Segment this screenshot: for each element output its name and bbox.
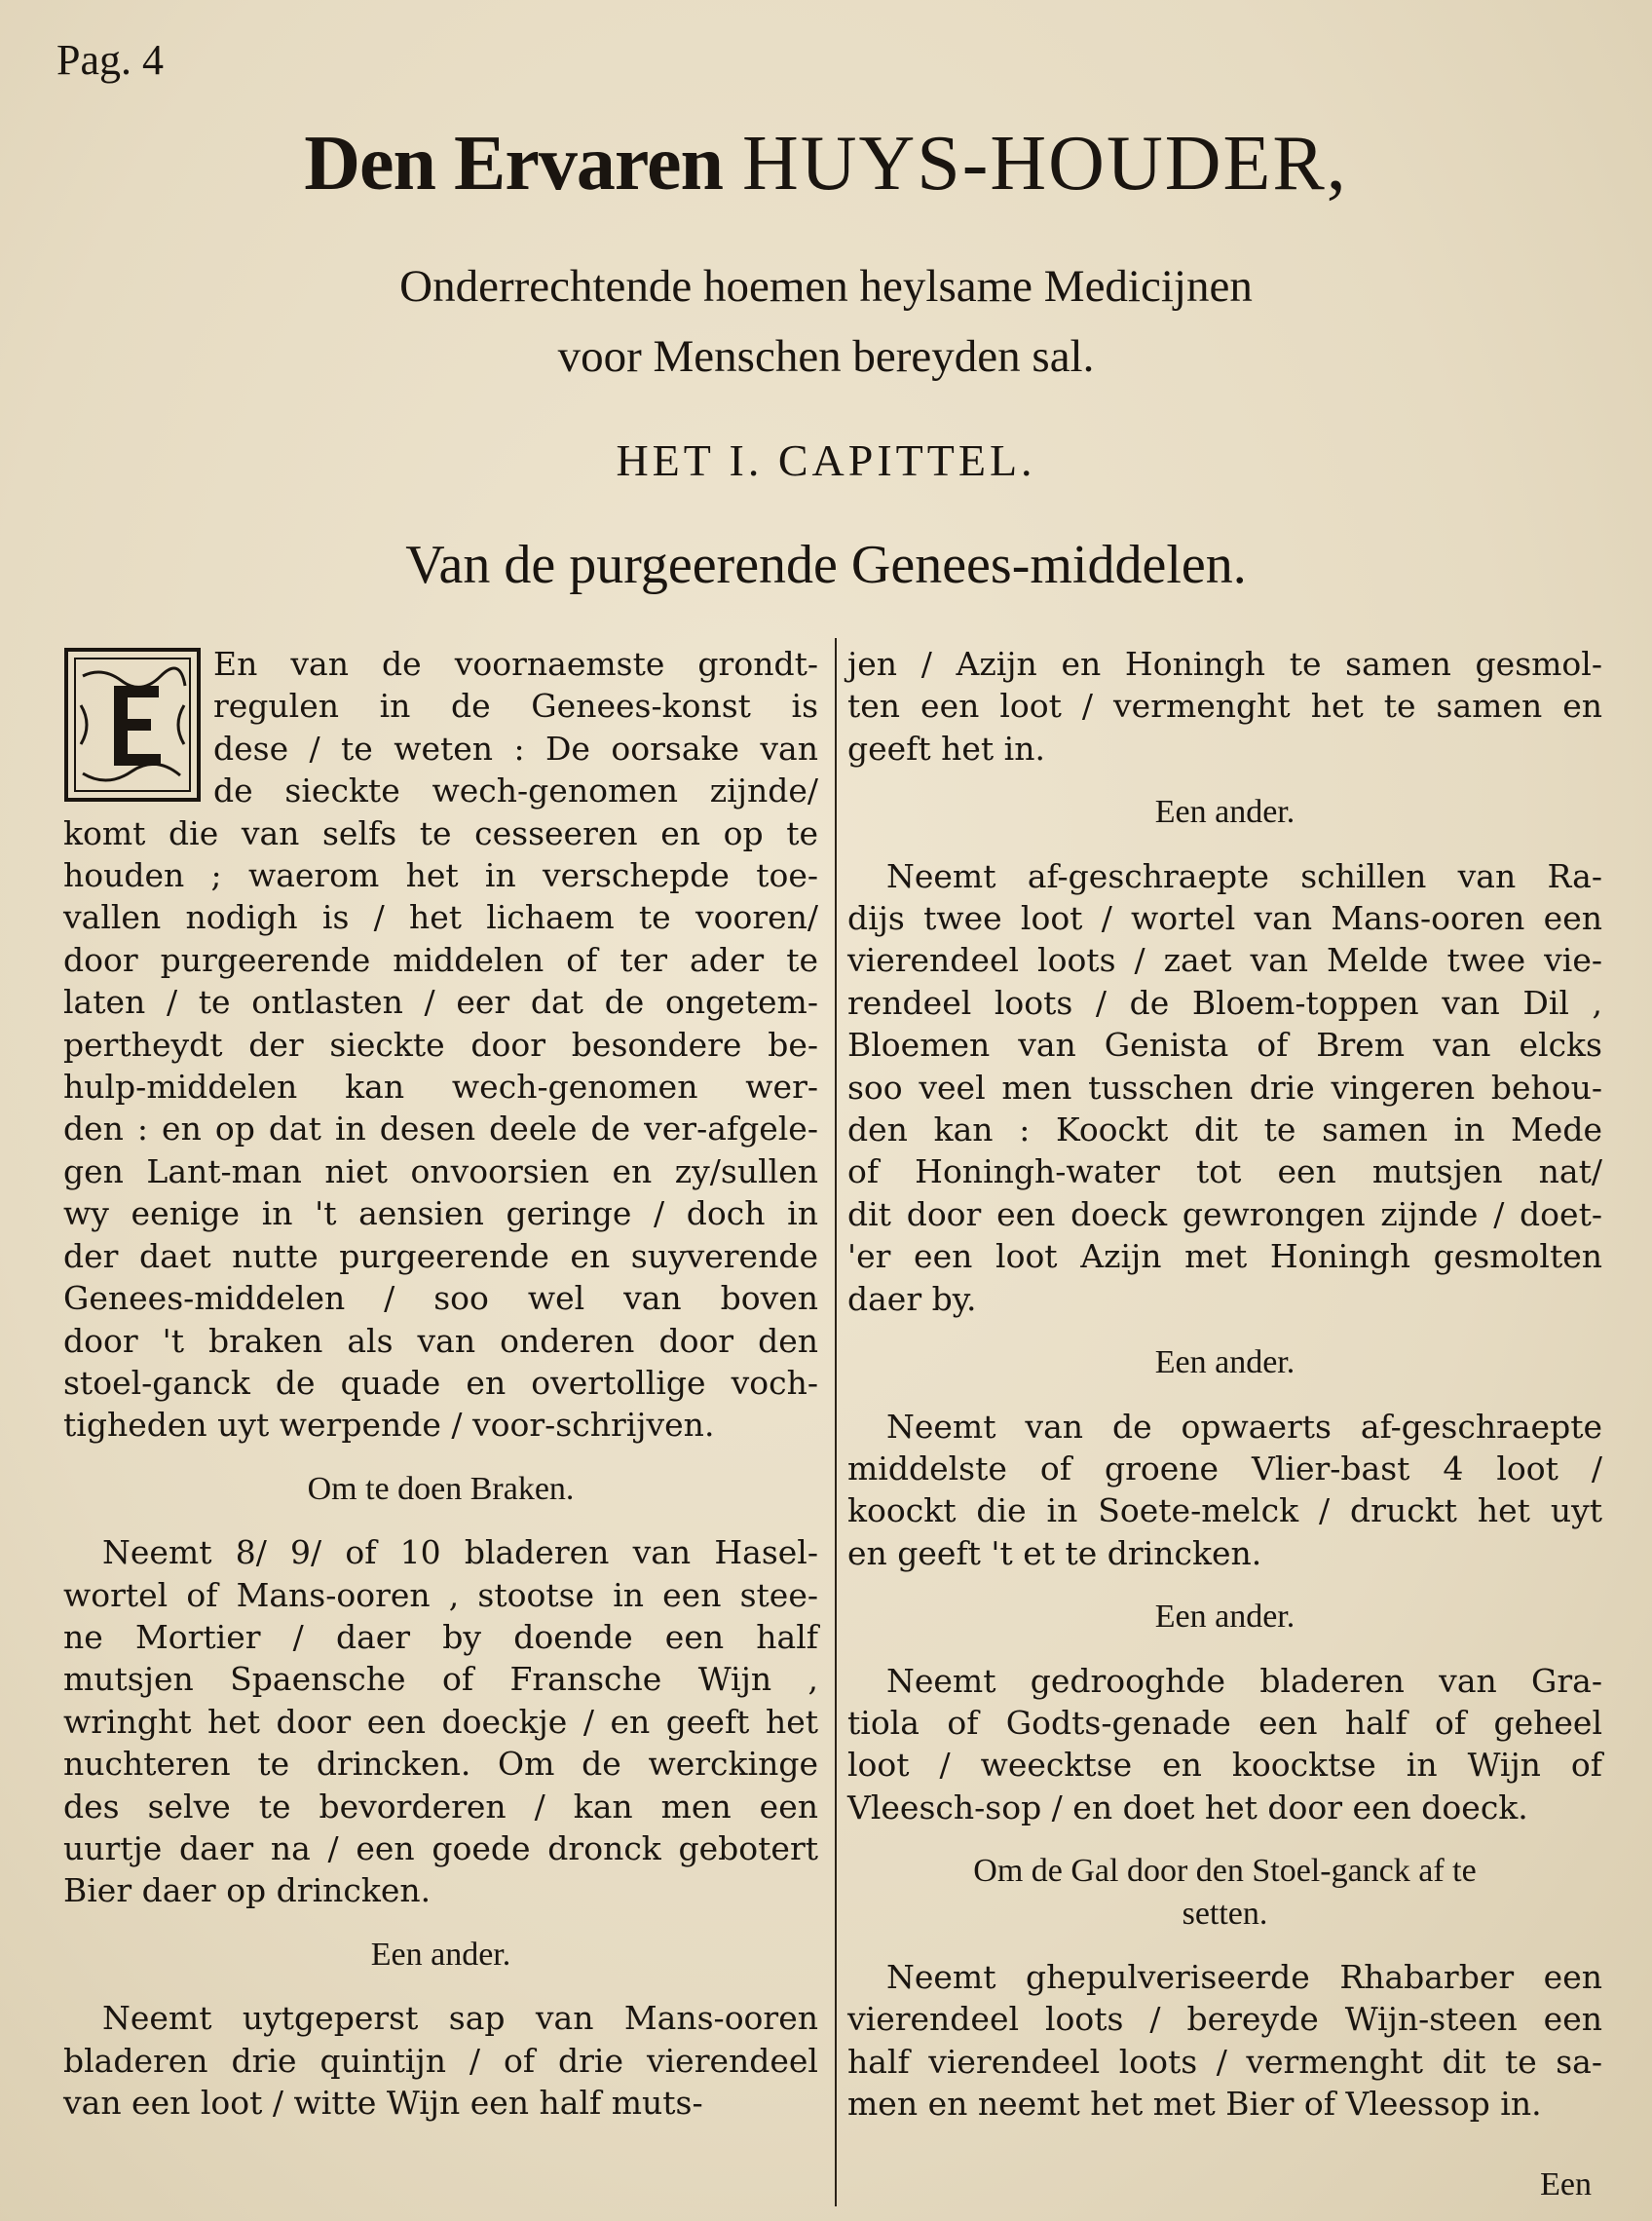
text-line: Bloemen van Genista of Brem van elcks [847, 1026, 1602, 1065]
text-line: uurtje daer na / een goede dronck gebotert [63, 1828, 818, 1867]
text-line: vallen nodigh is / het lichaem te vooren/ [63, 898, 818, 937]
text-line: geeft het in. [847, 729, 1045, 768]
heading-een-ander: Een ander. [1154, 794, 1295, 831]
recipe-paragraph [847, 1660, 1602, 1829]
text-line: van een loot / witte Wijn een half muts- [63, 2084, 703, 2122]
heading-line: Om de Gal door den Stoel-ganck af te [973, 1853, 1477, 1890]
text-line: mutsjen Spaensche of Fransche Wijn , [63, 1660, 818, 1699]
text-line: Vleesch-sop / en doet het door een doeck. [847, 1788, 1528, 1826]
text-line: de sieckte wech-genomen zijnde/ [213, 772, 818, 810]
title-gothic: Den Ervaren [304, 121, 723, 207]
heading-gal-stoelganck [847, 1850, 1602, 1935]
text-line: vierendeel loots / bereyde Wijn-steen een [847, 2000, 1602, 2039]
text-line: nuchteren te drincken. Om de werckinge [63, 1745, 818, 1784]
page-number: Pag. 4 [56, 36, 164, 84]
recipe-paragraph [63, 1531, 818, 1912]
text-line: der daet nutte purgeerende en suyverende [63, 1236, 818, 1275]
text-line: pertheydt der sieckte door besondere be- [63, 1025, 818, 1064]
text-line: dit door een doeck gewrongen zijnde / doet- [847, 1194, 1602, 1233]
text-line: En van de voornaemste grondt- [213, 645, 818, 683]
heading-een-ander: Een ander. [1154, 1599, 1295, 1636]
text-line: Genees-middelen / soo wel van boven [63, 1279, 818, 1318]
text-line: wortel of Mans-ooren , stootse in een stee- [63, 1575, 818, 1614]
text-line: houden ; waerom het in verschepde toe- [63, 856, 818, 895]
decorated-initial-e-icon [63, 647, 202, 803]
text-line: vierendeel loots / zaet van Melde twee vie- [847, 941, 1602, 980]
text-line: door 't braken als van onderen door den [63, 1321, 818, 1360]
subtitle [0, 251, 1652, 392]
text-line: koockt die in Soete-melck / druckt het uyt [847, 1491, 1602, 1530]
text-line: daer by. [847, 1279, 977, 1318]
text-line: 'er een loot Azijn met Honingh gesmolten [847, 1237, 1602, 1276]
text-line: den : en op dat in desen deele de ver-afgele- [63, 1110, 818, 1148]
subtitle-line-2: voor Menschen bereyden sal. [557, 331, 1095, 382]
section-heading: Van de purgeerende Genees-middelen. [405, 535, 1247, 595]
text-line: middelste of groene Vlier-bast 4 loot / [847, 1449, 1602, 1487]
text-line: dijs twee loot / wortel van Mans-ooren een [847, 899, 1602, 938]
text-line: den kan : Koockt dit te samen in Mede [847, 1110, 1602, 1149]
recipe-paragraph-continued [847, 643, 1602, 770]
catchword: Een [1540, 2166, 1592, 2202]
text-line: ten een loot / vermenght het te samen en [847, 687, 1602, 726]
text-line: loot / weecktse en koocktse in Wijn of [847, 1746, 1602, 1785]
page-title [0, 115, 1652, 212]
chapter-heading: HET I. CAPITTEL. [616, 435, 1036, 485]
text-line: komt die van selfs te cesseeren en op te [63, 813, 818, 852]
left-column [63, 643, 818, 2124]
right-column [847, 643, 1602, 2126]
text-line: door purgeerende middelen of ter ader te [63, 940, 818, 979]
heading-een-ander: Een ander. [1154, 1344, 1295, 1381]
recipe-paragraph [847, 855, 1602, 1320]
text-line: tigheden uyt werpende / voor-schrijven. [63, 1406, 715, 1445]
text-line: half vierendeel loots / vermenght dit te sa- [847, 2042, 1602, 2081]
text-line: hulp-middelen kan wech-genomen wer- [63, 1068, 818, 1107]
text-line: Neemt gedrooghde bladeren van Gra- [886, 1661, 1602, 1700]
column-divider [835, 638, 837, 2206]
text-line: stoel-ganck de quade en overtollige voch- [63, 1363, 818, 1402]
heading-een-ander: Een ander. [370, 1936, 511, 1973]
title-caps: HUYS-HOUDER, [741, 121, 1348, 207]
text-line: of Honingh-water tot een mutsjen nat/ [847, 1152, 1602, 1191]
heading-om-te-doen-braken: Om te doen Braken. [307, 1470, 575, 1507]
text-line: regulen in de Genees-konst is [213, 687, 818, 726]
text-line: ne Mortier / daer by doende een half [63, 1617, 818, 1656]
text-line: tiola of Godts-genade een half of geheel [847, 1703, 1602, 1742]
text-line: en geeft 't et te drincken. [847, 1533, 1262, 1572]
text-line: wy eenige in 't aensien geringe / doch in [63, 1194, 818, 1233]
recipe-paragraph [847, 1406, 1602, 1575]
text-line: dese / te weten : De oorsake van [213, 729, 818, 768]
text-line: laten / te ontlasten / eer dat de ongetem- [63, 983, 818, 1022]
text-line: wringht het door een doeckje / en geeft het [63, 1702, 818, 1741]
recipe-paragraph [63, 1997, 818, 2124]
text-line: Bier daer op drincken. [63, 1871, 432, 1910]
text-line: Neemt ghepulveriseerde Rhabarber een [886, 1957, 1602, 1996]
text-line: bladeren drie quintijn / of drie vierendeel [63, 2041, 818, 2080]
text-line: Neemt van de opwaerts af-geschraepte [886, 1407, 1602, 1446]
text-line: Neemt uytgeperst sap van Mans-ooren [102, 1999, 818, 2038]
text-line: gen Lant-man niet onvoorsien en zy/sullen [63, 1151, 818, 1190]
heading-line: setten. [1182, 1895, 1268, 1932]
recipe-paragraph [847, 1956, 1602, 2126]
text-line: Neemt af-geschraepte schillen van Ra- [886, 856, 1602, 895]
text-line: jen / Azijn en Honingh te samen gesmol- [847, 645, 1602, 683]
text-line: des selve te bevorderen / kan men een [63, 1787, 818, 1826]
text-line: rendeel loots / de Bloem-toppen van Dil , [847, 983, 1602, 1022]
subtitle-line-1: Onderrechtende hoemen heylsame Medicijnen [399, 261, 1253, 312]
text-line: men en neemt het met Bier of Vleessop in. [847, 2085, 1542, 2124]
text-line: Neemt 8/ 9/ of 10 bladeren van Hasel- [102, 1533, 818, 1572]
text-line: soo veel men tusschen drie vingeren behou- [847, 1068, 1602, 1107]
